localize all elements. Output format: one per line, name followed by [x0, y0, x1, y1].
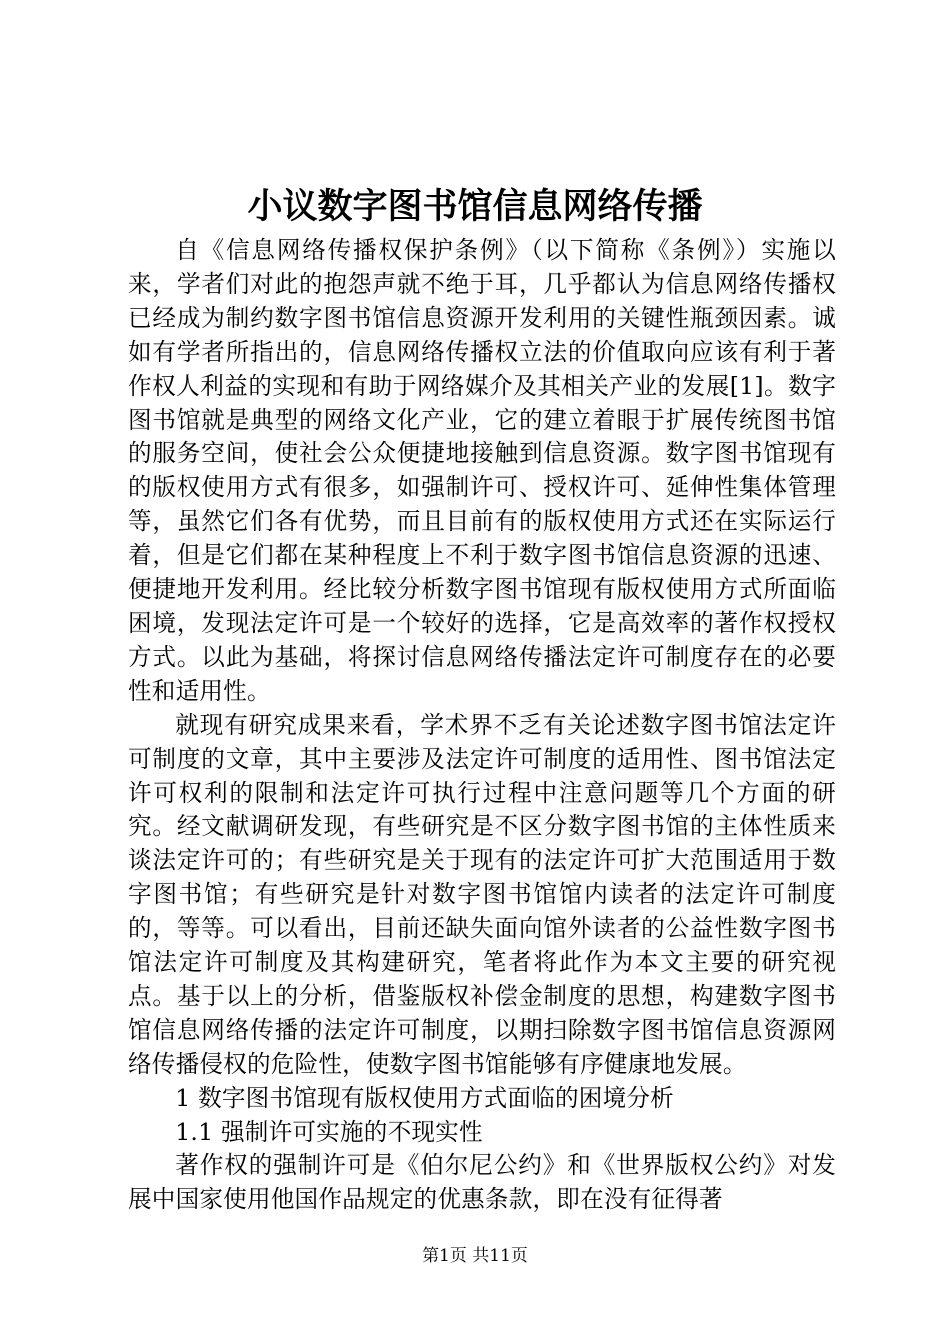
document-body: [128, 234, 836, 1217]
paragraph-research-review: 就现有研究成果来看，学术界不乏有关论述数字图书馆法定许可制度的文章，其中主要涉及法定许可制度的适用性、图书馆法定许可权利的限制和法定许可执行过程中注意问题等几个方面的研究。经文献调研发现，有些研究是不区分数字图书馆的主体性质来谈法定许可的；有些研究是关于现有的法定许可扩大范围适用于数字图书馆；有些研究是针对数字图书馆馆内读者的法定许可制度的，等等。可以看出，目前还缺失面向馆外读者的公益性数字图书馆法定许可制度及其构建研究，笔者将此作为本文主要的研究视点。基于以上的分析，借鉴版权补偿金制度的思想，构建数字图书馆信息网络传播的法定许可制度，以期扫除数字图书馆信息资源网络传播侵权的危险性，使数字图书馆能够有序健康地发展。: [128, 710, 836, 1078]
paragraph-intro: 自《信息网络传播权保护条例》（以下简称《条例》）实施以来，学者们对此的抱怨声就不绝于耳，几乎都认为信息网络传播权已经成为制约数字图书馆信息资源开发利用的关键性瓶颈因素。诚如有学者所指出的，信息网络传播权立法的价值取向应该有利于著作权人利益的实现和有助于网络媒介及其相关产业的发展[1]。数字图书馆就是典型的网络文化产业，它的建立着眼于扩展传统图书馆的服务空间，使社会公众便捷地接触到信息资源。数字图书馆现有的版权使用方式有很多，如强制许可、授权许可、延伸性集体管理等，虽然它们各有优势，而且目前有的版权使用方式还在实际运行着，但是它们都在某种程度上不利于数字图书馆信息资源的迅速、便捷地开发利用。经比较分析数字图书馆现有版权使用方式所面临困境，发现法定许可是一个较好的选择，它是高效率的著作权授权方式。以此为基础，将探讨信息网络传播法定许可制度存在的必要性和适用性。: [128, 236, 836, 705]
paragraph-compulsory-license: 著作权的强制许可是《伯尔尼公约》和《世界版权公约》对发展中国家使用他国作品规定的优惠条款，即在没有征得著: [128, 1151, 836, 1214]
page-number-footer: 第1页 共11页: [422, 1246, 528, 1266]
document-title: 小议数字图书馆信息网络传播: [247, 186, 703, 227]
subsection-heading: 1.1 强制许可实施的不现实性: [175, 1117, 483, 1146]
section-heading: 1 数字图书馆现有版权使用方式面临的困境分析: [175, 1083, 674, 1112]
